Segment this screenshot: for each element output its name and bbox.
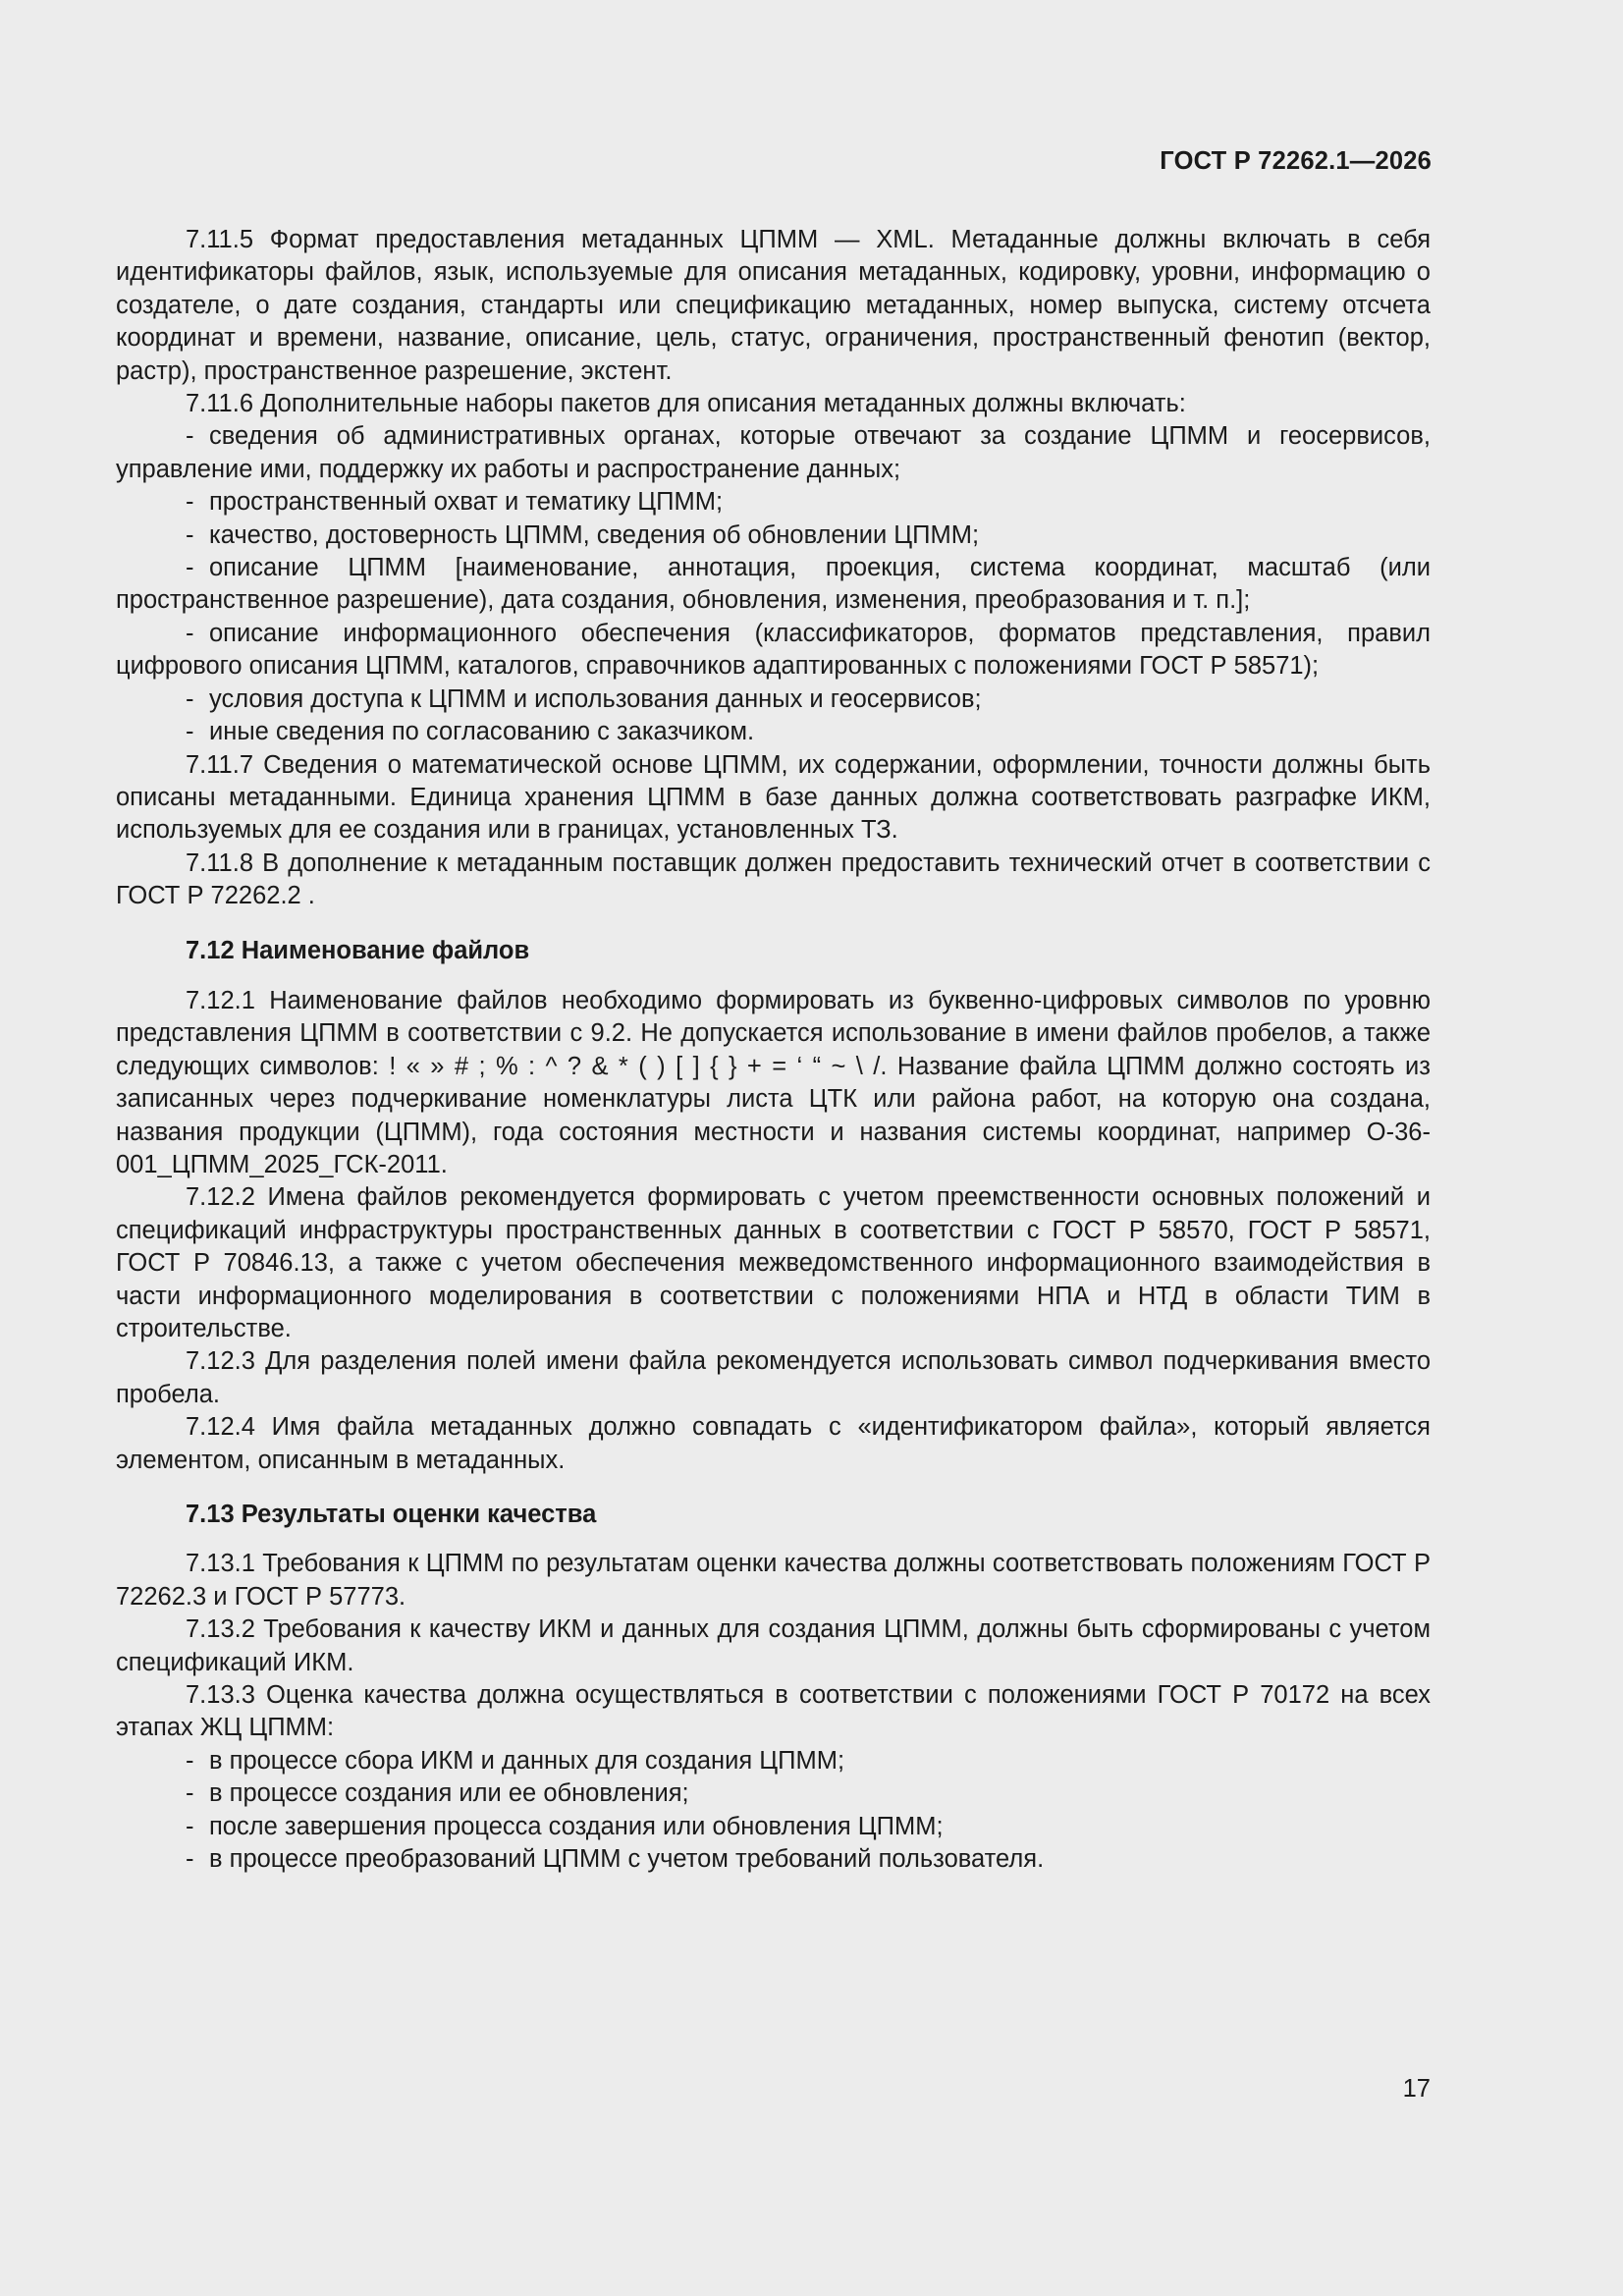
list-item: - описание ЦПММ [наименование, аннотация, проекция, система координат, масштаб (или пространственное разрешение), дата создания, обновления, изменения, преобразования и т. п.]; [116, 554, 1431, 615]
paragraph-7-11-6: 7.11.6 Дополнительные наборы пакетов для описания метаданных должны включать: [186, 390, 1186, 418]
list-item-text: иные сведения по согласованию с заказчиком. [209, 718, 755, 746]
list-7-11-6 [116, 420, 1431, 748]
paragraph-7-11-7: 7.11.7 Сведения о математической основе ЦПММ, их содержании, оформлении, точности должны быть описаны метаданными. Единица хранения ЦПММ в базе данных должна соответствовать разграфке ИКМ, используемых для ее создания или в границах, установленных ТЗ. [116, 750, 1431, 845]
paragraph-7-13-1: 7.13.1 Требования к ЦПММ по результатам оценки качества должны соответствовать положениям ГОСТ Р 72262.3 и ГОСТ Р 57773. [116, 1550, 1431, 1611]
list-item-text: пространственный охват и тематику ЦПММ; [209, 488, 724, 517]
list-item-text: качество, достоверность ЦПММ, сведения об обновлении ЦПММ; [209, 520, 980, 549]
list-item: - иные сведения по согласованию с заказчиком. [186, 718, 755, 746]
list-item: - описание информационного обеспечения (классификаторов, форматов представления, правил цифрового описания ЦПММ, каталогов, справочников адаптированных с положениями ГОСТ Р 58571); [116, 619, 1431, 681]
list-item-text: в процессе сбора ИКМ и данных для создания ЦПММ; [209, 1746, 845, 1775]
list-item: - в процессе сбора ИКМ и данных для создания ЦПММ; [186, 1746, 845, 1775]
paragraph-7-12-4: 7.12.4 Имя файла метаданных должно совпадать с «идентификатором файла», который является элементом, описанным в метаданных. [116, 1413, 1431, 1474]
page-content [116, 224, 1431, 1877]
paragraph-7-12-2: 7.12.2 Имена файлов рекомендуется формировать с учетом преемственности основных положений и спецификаций инфраструктуры пространственных данных в соответствии с ГОСТ Р 58570, ГОСТ Р 58571, ГОСТ Р 70846.13, а также с учетом обеспечения межведомственного информационного взаимодействия в части информационного моделирования в соответствии с положениями НПА и НТД в области ТИМ в строительстве. [116, 1183, 1431, 1342]
list-item-text: описание ЦПММ [наименование, аннотация, проекция, система координат, масштаб (или пространственное разрешение), дата создания, обновления, изменения, преобразования и т. п.]; [116, 554, 1431, 615]
section-heading-7-13: 7.13 Результаты оценки качества [186, 1501, 597, 1529]
list-7-13-3 [116, 1745, 1431, 1877]
list-item: - качество, достоверность ЦПММ, сведения об обновлении ЦПММ; [186, 520, 980, 549]
list-item-text: в процессе создания или ее обновления; [209, 1779, 689, 1808]
paragraph-7-12-1: 7.12.1 Наименование файлов необходимо формировать из буквенно-цифровых символов по уровню представления ЦПММ в соответствии с 9.2. Не допускается использование в имени файлов пробелов, а также следующих символов: ! « » # ; % : ^ ? & * ( ) [ ] { } + = ‘ “ ~ \ /. Название файла ЦПММ должно состоять из записанных через подчеркивание номенклатуры листа ЦТК или района работ, на которую она создана, названия продукции (ЦПММ), года состояния местности и названия системы координат, например О-36-001_ЦПММ_2025_ГСК-2011. [116, 986, 1431, 1178]
paragraph-7-11-5: 7.11.5 Формат предоставления метаданных ЦПММ — XML. Метаданные должны включать в себя идентификаторы файлов, язык, используемые для описания метаданных, кодировку, уровни, информацию о создателе, о дате создания, стандарты или спецификацию метаданных, номер выпуска, систему отсчета координат и времени, название, описание, цель, статус, ограничения, пространственный фенотип (вектор, растр), пространственное разрешение, экстент. [116, 226, 1431, 385]
list-item: - в процессе создания или ее обновления; [186, 1779, 689, 1808]
list-item: - пространственный охват и тематику ЦПММ; [186, 488, 724, 517]
list-item-text: после завершения процесса создания или обновления ЦПММ; [209, 1812, 944, 1840]
paragraph-7-13-3: 7.13.3 Оценка качества должна осуществляться в соответствии с положениями ГОСТ Р 70172 на всех этапах ЖЦ ЦПММ: [116, 1681, 1431, 1742]
list-item: - после завершения процесса создания или обновления ЦПММ; [186, 1812, 944, 1840]
paragraph-7-13-2: 7.13.2 Требования к качеству ИКМ и данных для создания ЦПММ, должны быть сформированы с учетом спецификаций ИКМ. [116, 1615, 1431, 1676]
standard-code: ГОСТ Р 72262.1—2026 [1160, 147, 1432, 175]
list-item-text: условия доступа к ЦПММ и использования данных и геосервисов; [209, 684, 982, 713]
section-heading-7-12: 7.12 Наименование файлов [186, 936, 530, 964]
list-item-text: в процессе преобразований ЦПММ с учетом требований пользователя. [209, 1845, 1045, 1874]
paragraph-7-12-3: 7.12.3 Для разделения полей имени файла рекомендуется использовать символ подчеркивания вместо пробела. [116, 1347, 1431, 1408]
list-item: - в процессе преобразований ЦПММ с учетом требований пользователя. [186, 1845, 1045, 1874]
list-item: - условия доступа к ЦПММ и использования данных и геосервисов; [186, 684, 982, 713]
page-number: 17 [1402, 2075, 1431, 2103]
paragraph-7-11-8: 7.11.8 В дополнение к метаданным поставщик должен предоставить технический отчет в соответствии с ГОСТ Р 72262.2 . [116, 848, 1431, 910]
list-item: - сведения об административных органах, которые отвечают за создание ЦПММ и геосервисов, управление ими, поддержку их работы и распространение данных; [116, 422, 1431, 483]
list-item-text: сведения об административных органах, которые отвечают за создание ЦПММ и геосервисов, управление ими, поддержку их работы и распространение данных; [116, 422, 1431, 483]
list-item-text: описание информационного обеспечения (классификаторов, форматов представления, правил цифрового описания ЦПММ, каталогов, справочников адаптированных с положениями ГОСТ Р 58571); [116, 619, 1431, 681]
